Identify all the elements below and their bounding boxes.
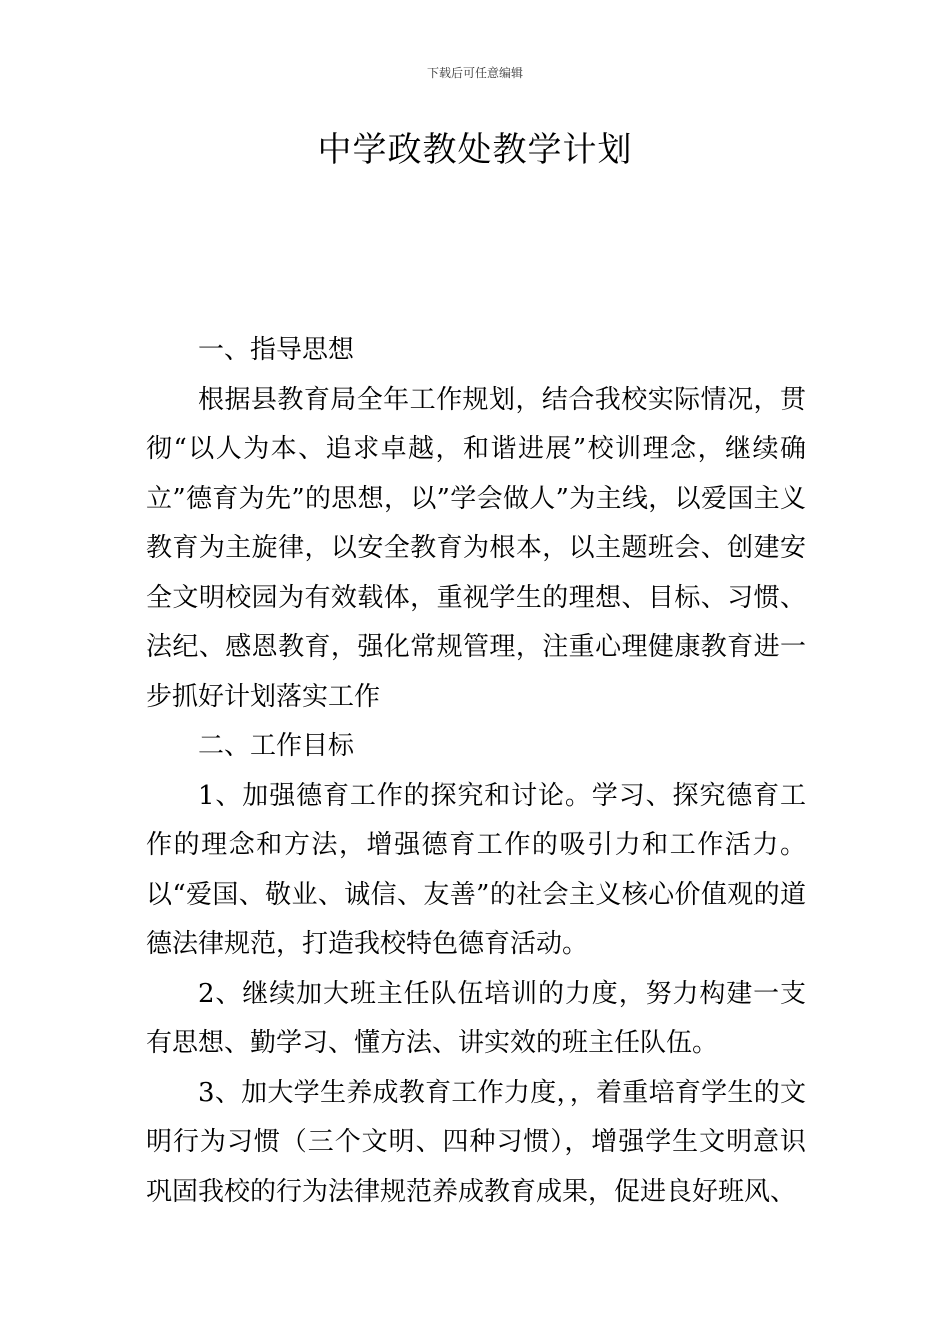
paragraph-goal-1: 1、加强德育工作的探究和讨论。学习、探究德育工作的理念和方法，增强德育工作的吸引力和工作活力。以“爱国、敬业、诚信、友善”的社会主义核心价值观的道德法律规范，打造我校特色德育活动。 [146,780,806,959]
document-body [146,326,806,1217]
page-title: 中学政教处教学计划 [317,130,633,170]
paragraph-guiding-ideology: 根据县教育局全年工作规划，结合我校实际情况，贯彻“以人为本、追求卓越，和谐进展”校训理念，继续确立”德育为先”的思想，以”学会做人”为主线，以爱国主义教育为主旋律，以安全教育为根本，以主题班会、创建安全文明校园为有效载体，重视学生的理想、目标、习惯、法纪、感恩教育，强化常规管理，注重心理健康教育进一步抓好计划落实工作 [146,384,806,712]
paragraph-goal-3: 3、加大学生养成教育工作力度，，着重培育学生的文明行为习惯（三个文明、四种习惯），增强学生文明意识巩固我校的行为法律规范养成教育成果，促进良好班风、 [146,1077,806,1207]
paragraph-goal-2: 2、继续加大班主任队伍培训的力度，努力构建一支有思想、勤学习、懂方法、讲实效的班主任队伍。 [146,978,806,1058]
header-note: 下载后可任意编辑 [426,66,523,80]
section-heading-guiding-ideology: 一、指导思想 [198,335,355,365]
section-heading-work-goals: 二、工作目标 [198,731,355,761]
